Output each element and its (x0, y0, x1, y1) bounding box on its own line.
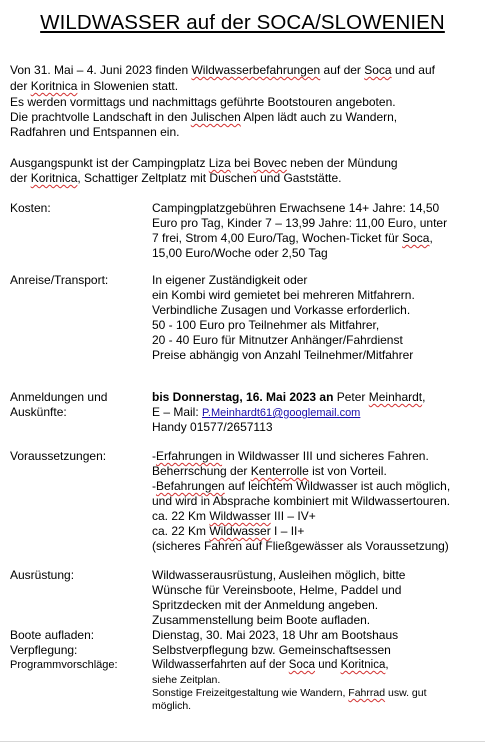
kosten-line-3: 7 frei, Strom 4,00 Euro/Tag, Wochen-Ticket für Soca, (152, 231, 433, 245)
start-line-1: Ausgangspunkt ist der Campingplatz Liza bei Bovec neben der Mündung (10, 156, 398, 170)
anreise-label: Anreise/Transport: (10, 273, 109, 287)
ausruestung-line-4: Zusammenstellung beim Boote aufladen. (152, 613, 371, 627)
intro-line-5: Radfahren und Entspannen ein. (10, 125, 180, 139)
verpflegung-label: Verpflegung: (10, 643, 78, 657)
anreise-line-2: ein Kombi wird gemietet bei mehreren Mitfahrern. (152, 288, 415, 302)
anmeldung-label-2: Auskünfte: (10, 405, 67, 419)
programm-line-4: möglich. (152, 700, 192, 712)
anreise-line-3: Verbindliche Zusagen und Vorkasse erforderlich. (152, 303, 411, 317)
anreise-line-6: Preise abhängig von Anzahl Teilnehmer/Mitfahrer (152, 348, 414, 362)
kosten-line-2: Euro pro Tag, Kinder 7 – 13,99 Jahre: 11,00 Euro, unter (152, 216, 448, 230)
ausruestung-label: Ausrüstung: (10, 568, 75, 582)
anmeldung-label-1: Anmeldungen und (10, 390, 108, 404)
kosten-label: Kosten: (10, 201, 51, 215)
intro-line-4: Die prachtvolle Landschaft in den Julischen Alpen lädt auch zu Wandern, (10, 110, 398, 124)
anmeldung-line-3: Handy 01577/2657113 (152, 420, 273, 434)
intro-line-2: der Koritnica in Slowenien statt. (10, 79, 179, 93)
anreise-line-1: In eigener Zuständigkeit oder (152, 273, 308, 287)
document-title: WILDWASSER auf der SOCA/SLOWENIEN (40, 11, 445, 34)
anmeldung-line-1: bis Donnerstag, 16. Mai 2023 an Peter Meinhardt, (152, 390, 426, 404)
ausruestung-line-3: Spritzdecken mit der Anmeldung angeben. (152, 598, 379, 612)
page-bottom-divider (0, 741, 485, 742)
voraus-line-5: ca. 22 Km Wildwasser III – IV+ (152, 509, 316, 523)
kosten-line-4: 15,00 Euro/Woche oder 2,50 Tag (152, 246, 328, 260)
anreise-line-4: 50 - 100 Euro pro Teilnehmer als Mitfahrer, (152, 318, 380, 332)
ausruestung-line-1: Wildwasserausrüstung, Ausleihen möglich, bitte (152, 568, 406, 582)
voraus-label: Voraussetzungen: (10, 449, 107, 463)
boote-value: Dienstag, 30. Mai 2023, 18 Uhr am Bootshaus (152, 628, 399, 642)
voraus-line-6: ca. 22 Km Wildwasser I – II+ (152, 524, 305, 538)
voraus-line-4: und wird in Absprache kombiniert mit Wildwassertouren. (152, 494, 451, 508)
verpflegung-value: Selbstverpflegung bzw. Gemeinschaftsessen (152, 643, 391, 657)
kosten-line-1: Campingplatzgebühren Erwachsene 14+ Jahre: 14,50 (152, 201, 440, 215)
voraus-line-2: Beherrschung der Kenterrolle ist von Vorteil. (152, 464, 387, 478)
intro-line-1: Von 31. Mai – 4. Juni 2023 finden Wildwasserbefahrungen auf der Soca und auf (10, 63, 435, 77)
programm-label: Programmvorschläge: (10, 659, 118, 671)
programm-line-1: Wildwasserfahrten auf der Soca und Koritnica, (152, 659, 389, 671)
start-line-2: der Koritnica, Schattiger Zeltplatz mit Duschen und Gaststätte. (10, 171, 342, 185)
anreise-line-5: 20 - 40 Euro für Mitnutzer Anhänger/Fahrdienst (152, 333, 403, 347)
anmeldung-line-2: E – Mail: P.Meinhardt61@googlemail.com (152, 405, 361, 419)
programm-line-2: siehe Zeitplan. (152, 674, 221, 686)
boote-label: Boote aufladen: (10, 628, 95, 642)
email-link[interactable]: P.Meinhardt61@googlemail.com (202, 407, 361, 419)
voraus-line-3: -Befahrungen auf leichtem Wildwasser ist auch möglich, (152, 479, 451, 493)
voraus-line-7: (sicheres Fahren auf Fließgewässer als Voraussetzung) (152, 539, 449, 553)
programm-line-3: Sonstige Freizeitgestaltung wie Wandern, Fahrrad usw. gut (152, 687, 427, 699)
intro-line-3: Es werden vormittags und nachmittags geführte Bootstouren angeboten. (10, 95, 396, 109)
ausruestung-line-2: Wünsche für Vereinsboote, Helme, Paddel und (152, 583, 402, 597)
voraus-line-1: -Erfahrungen in Wildwasser III und sicheres Fahren. (152, 449, 429, 463)
